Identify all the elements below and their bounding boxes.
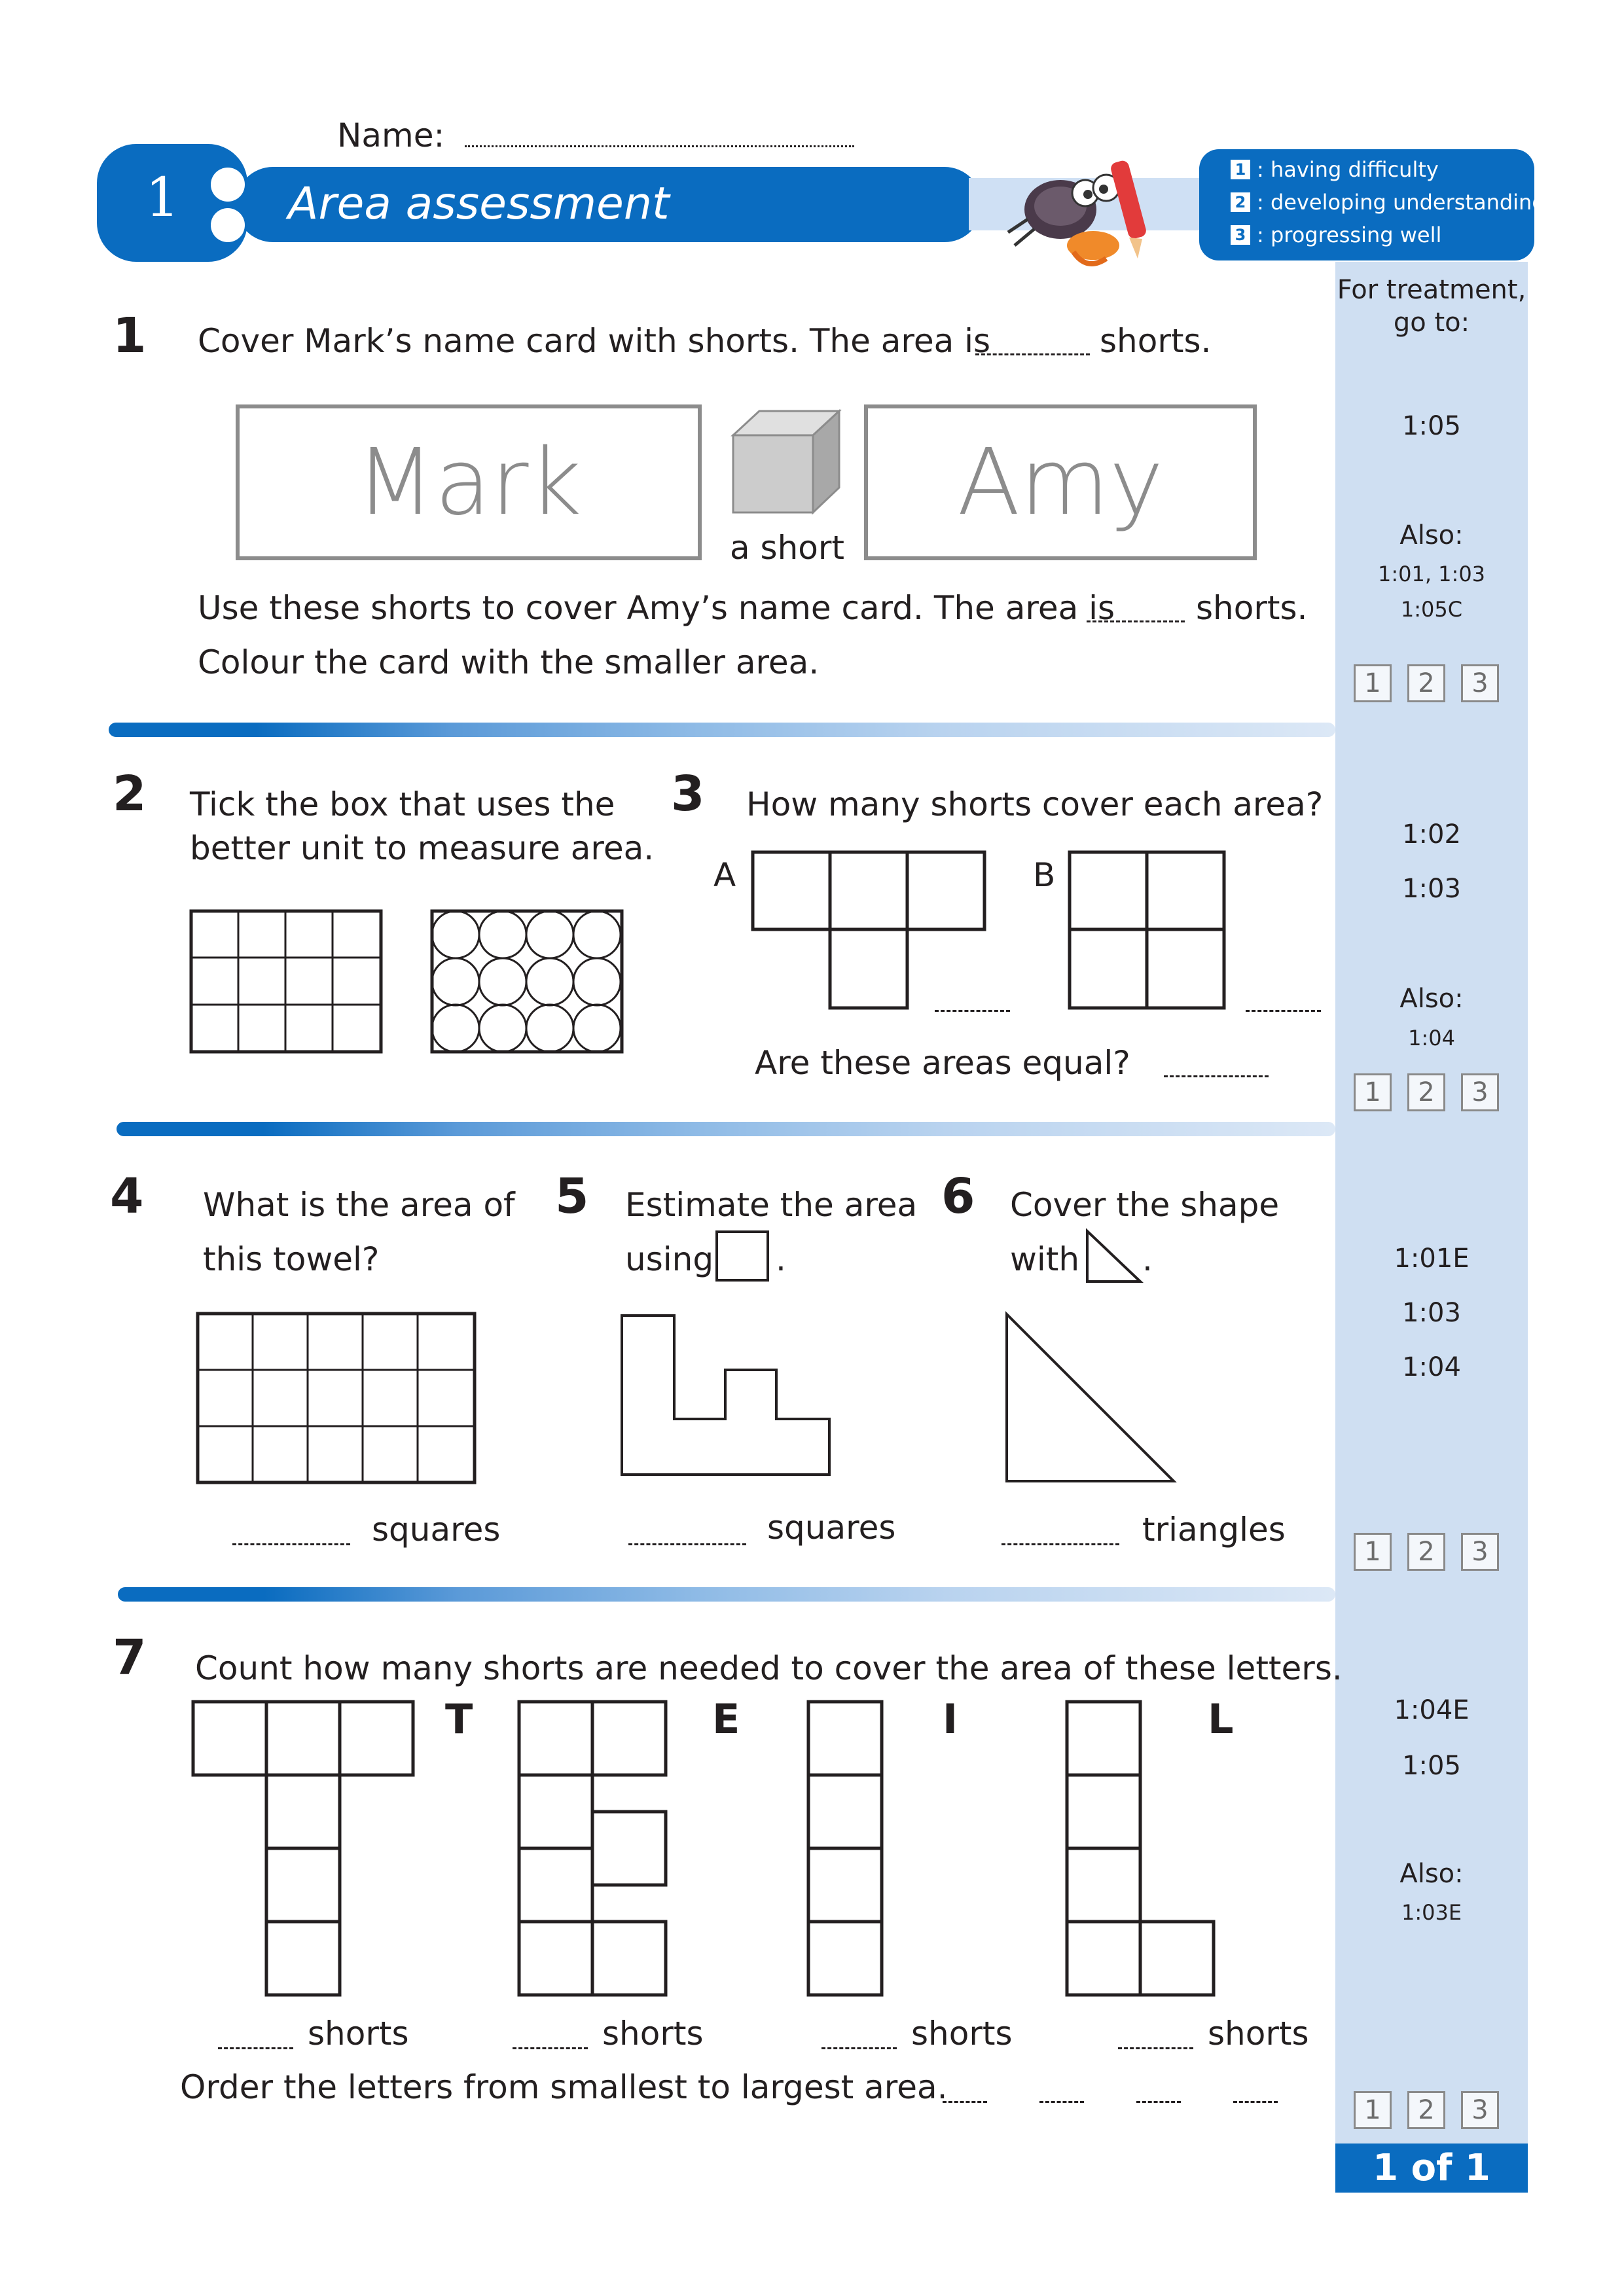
name-card-amy	[864, 404, 1257, 560]
answer-blank[interactable]	[513, 2047, 588, 2049]
question-number: 3	[671, 766, 705, 822]
rating-box-3[interactable]: 3	[1461, 1073, 1499, 1111]
q5-line2-prefix: using	[625, 1240, 714, 1278]
section-divider	[118, 1587, 1335, 1602]
q6-line2-prefix: with	[1010, 1240, 1080, 1278]
sidebar-code[interactable]: 1:05	[1402, 1751, 1461, 1781]
answer-blank[interactable]	[1164, 1075, 1269, 1077]
page-counter: 1 of 1	[1335, 2144, 1528, 2193]
key-item-1: 1 : having difficulty	[1231, 157, 1439, 182]
question-number: 4	[110, 1168, 144, 1225]
sidebar-also: Also:	[1399, 520, 1464, 550]
answer-blank[interactable]	[1001, 1543, 1119, 1545]
shape-label-a: A	[713, 856, 736, 894]
rating-box-3[interactable]: 3	[1461, 664, 1499, 702]
rating-group-3[interactable]	[1354, 1533, 1499, 1571]
rating-box-1[interactable]: 1	[1354, 1073, 1392, 1111]
sidebar-code[interactable]: 1:04E	[1394, 1695, 1470, 1725]
rating-box-3[interactable]: 3	[1461, 2091, 1499, 2129]
q7-unit: shorts	[1208, 2015, 1309, 2053]
q3-text: How many shorts cover each area?	[746, 785, 1324, 823]
cube-icon	[727, 409, 844, 520]
rating-group-2[interactable]	[1354, 1073, 1499, 1111]
answer-blank[interactable]	[1039, 2101, 1084, 2103]
hermit-crab-mascot-icon	[1008, 147, 1165, 272]
answer-blank[interactable]	[821, 2047, 897, 2049]
rating-group-4[interactable]	[1354, 2091, 1499, 2129]
rating-box-1[interactable]: 1	[1354, 2091, 1392, 2129]
towel-grid	[196, 1312, 478, 1486]
q1-line3: Colour the card with the smaller area.	[198, 643, 820, 681]
estimate-shape	[619, 1312, 835, 1479]
sidebar-also-codes[interactable]: 1:05C	[1400, 597, 1463, 622]
rating-box-2[interactable]: 2	[1407, 1533, 1445, 1571]
rating-box-3[interactable]: 3	[1461, 1533, 1499, 1571]
sidebar-code[interactable]: 1:03	[1402, 874, 1461, 904]
q1-line2: Use these shorts to cover Amy’s name card. The area is	[198, 589, 1115, 627]
name-label: Name:	[337, 117, 445, 154]
answer-blank[interactable]	[1136, 2101, 1181, 2103]
answer-blank[interactable]	[1087, 620, 1185, 622]
letter-e-shape	[516, 1698, 676, 2003]
answer-blank[interactable]	[218, 2047, 293, 2049]
q6-unit: triangles	[1142, 1511, 1286, 1549]
q7-order-text: Order the letters from smallest to largest area.	[180, 2068, 948, 2106]
answer-blank[interactable]	[935, 1010, 1010, 1012]
letter-label-l: L	[1208, 1695, 1234, 1743]
letter-label-e: E	[712, 1695, 740, 1743]
sidebar-code[interactable]: 1:02	[1402, 819, 1461, 850]
key-item-2: 2 : developing understanding	[1231, 190, 1545, 215]
q4-unit: squares	[372, 1511, 501, 1549]
sidebar-also-codes[interactable]: 1:01, 1:03	[1377, 562, 1486, 586]
shape-label-b: B	[1033, 856, 1056, 894]
rating-box-1[interactable]: 1	[1354, 1533, 1392, 1571]
unit-number: 1	[145, 167, 180, 229]
sidebar-code[interactable]: 1:04	[1402, 1352, 1461, 1382]
sidebar-also-codes[interactable]: 1:04	[1408, 1026, 1455, 1050]
square-grid-option[interactable]	[190, 910, 383, 1054]
answer-blank[interactable]	[943, 2101, 987, 2103]
letter-label-i: I	[943, 1695, 958, 1743]
page-title: Area assessment	[288, 178, 670, 230]
cube-label: a short	[730, 529, 845, 567]
shape-a	[751, 851, 987, 1011]
q6-line2-suffix: .	[1142, 1240, 1153, 1278]
answer-blank[interactable]	[232, 1543, 350, 1545]
name-card-text: Amy	[957, 429, 1164, 536]
sidebar-code[interactable]: 1:01E	[1394, 1244, 1470, 1274]
square-unit-icon	[715, 1230, 769, 1282]
answer-blank[interactable]	[975, 353, 1090, 355]
question-number: 1	[113, 308, 147, 364]
q7-unit: shorts	[308, 2015, 409, 2053]
rating-box-2[interactable]: 2	[1407, 1073, 1445, 1111]
sidebar-also-codes[interactable]: 1:03E	[1401, 1900, 1462, 1925]
q7-text: Count how many shorts are needed to cover the area of these letters.	[195, 1649, 1343, 1687]
q5-line1: Estimate the area	[625, 1186, 918, 1224]
circle-grid-option[interactable]	[431, 910, 624, 1054]
q1-line2-unit: shorts.	[1196, 589, 1308, 627]
question-number: 6	[941, 1168, 975, 1225]
answer-blank[interactable]	[628, 1543, 746, 1545]
rating-box-2[interactable]: 2	[1407, 2091, 1445, 2129]
q3-question: Are these areas equal?	[755, 1044, 1130, 1082]
question-number: 2	[113, 766, 147, 822]
q5-unit: squares	[767, 1509, 896, 1547]
answer-blank[interactable]	[1233, 2101, 1278, 2103]
sidebar-code[interactable]: 1:05	[1402, 411, 1461, 441]
letter-t-shape	[190, 1698, 419, 2003]
triangle-unit-icon	[1085, 1229, 1144, 1285]
shape-b	[1068, 851, 1229, 1011]
question-number: 7	[113, 1630, 147, 1686]
triangle-shape	[1005, 1312, 1178, 1486]
section-divider	[109, 723, 1335, 737]
q1-unit: shorts.	[1100, 322, 1212, 360]
rating-group-1[interactable]	[1354, 664, 1499, 702]
sidebar-also: Also:	[1399, 1859, 1464, 1889]
section-divider	[117, 1122, 1335, 1136]
letter-l-shape	[1064, 1698, 1224, 2003]
question-number: 5	[555, 1168, 589, 1225]
sidebar-heading-1: For treatment,	[1337, 275, 1526, 305]
q6-line1: Cover the shape	[1010, 1186, 1280, 1224]
rating-box-1[interactable]: 1	[1354, 664, 1392, 702]
answer-blank[interactable]	[1118, 2047, 1193, 2049]
q4-line1: What is the area of	[203, 1186, 515, 1224]
sidebar-code[interactable]: 1:03	[1402, 1298, 1461, 1328]
sidebar-heading-2: go to:	[1393, 308, 1470, 338]
letter-i-shape	[805, 1698, 887, 2003]
q4-line2: this towel?	[203, 1240, 380, 1278]
q7-unit: shorts	[911, 2015, 1013, 2053]
q2-line1: Tick the box that uses the	[190, 785, 615, 823]
answer-blank[interactable]	[1246, 1010, 1321, 1012]
q1-text: Cover Mark’s name card with shorts. The area is	[198, 322, 991, 360]
name-card-mark	[236, 404, 702, 560]
rating-box-2[interactable]: 2	[1407, 664, 1445, 702]
q5-line2-suffix: .	[776, 1240, 786, 1278]
key-item-3: 3 : progressing well	[1231, 223, 1441, 247]
letter-label-t: T	[445, 1695, 473, 1743]
q7-unit: shorts	[602, 2015, 704, 2053]
q2-line2: better unit to measure area.	[190, 829, 655, 867]
sidebar-also: Also:	[1399, 984, 1464, 1014]
name-card-text: Mark	[355, 429, 582, 536]
